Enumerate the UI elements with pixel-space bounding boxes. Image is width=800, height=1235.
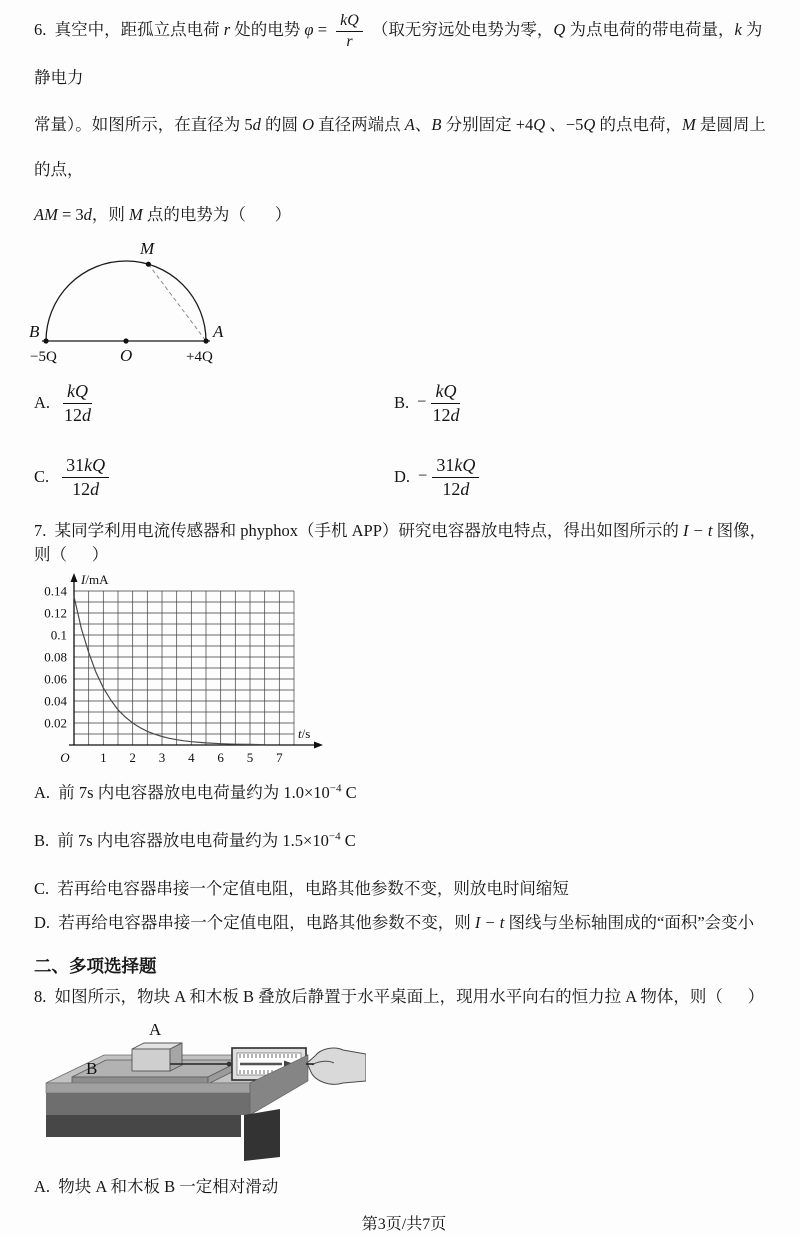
q8-option-a: A. 物块 A 和木板 B 一定相对滑动: [34, 1177, 279, 1196]
svg-text:1: 1: [100, 750, 107, 765]
svg-text:4: 4: [188, 750, 195, 765]
label-M: M: [140, 241, 155, 258]
point-M-dot: [146, 262, 151, 267]
table-front-edge: [46, 1083, 250, 1093]
q6-options: [34, 375, 774, 505]
svg-text:I/mA: I/mA: [81, 572, 109, 587]
label-A: A: [213, 322, 224, 341]
semicircle-arc: [46, 261, 206, 341]
table-leg: [244, 1109, 280, 1161]
block-A-front: [132, 1049, 170, 1071]
svg-text:0.06: 0.06: [44, 671, 67, 687]
q7-option-d: D. 若再给电容器串接一个定值电阻，电路其他参数不变，则 I − t 图线与坐标轴围成的“面积”会变小: [34, 913, 755, 932]
hand: [307, 1048, 366, 1084]
svg-text:0.14: 0.14: [44, 583, 67, 599]
svg-text:0.08: 0.08: [44, 649, 67, 665]
question-6: [34, 6, 774, 237]
svg-text:5: 5: [246, 750, 254, 765]
q7-option-c: C. 若再给电容器串接一个定值电阻，电路其他参数不变，则放电时间缩短: [34, 879, 569, 898]
question-8-text: 8. 如图所示，物块 A 和木板 B 叠放后静置于水平桌面上，现用水平向右的恒力拉 A 物体，则（ ）: [34, 987, 765, 1006]
question-7-text: 7. 某同学利用电流传感器和 phyphox（手机 APP）研究电容器放电特点，得出如图所示的 I − t 图像，则（ ）: [34, 521, 767, 564]
svg-text:0.12: 0.12: [44, 605, 67, 621]
svg-text:0.1: 0.1: [50, 627, 67, 643]
page-footer: 第3页/共7页: [361, 1216, 447, 1233]
q7-option-a: A. 前 7s 内电容器放电电荷量约为 $1.0\times 10^{-4}$ C: [34, 782, 357, 802]
q6-line-3: AM = 3d，则 M 点的电势为（ ）: [34, 205, 292, 224]
svg-text:6: 6: [217, 750, 224, 765]
label-O: O: [120, 346, 133, 365]
scale-hook: [227, 1062, 232, 1067]
table-apron: [46, 1093, 250, 1115]
point-A-dot: [203, 338, 208, 343]
svg-text:3: 3: [158, 750, 166, 765]
q6-line-1: 6. 真空中，距孤立点电荷 r 处的电势 φ = $\frac{kQ}{r}$ （取无穷远处电势为零，Q 为点电荷的带电荷量，k 为静电力: [34, 11, 763, 87]
q8-block-table-figure: [36, 1019, 366, 1161]
section-2-header: 二、多项选择题: [34, 956, 157, 976]
svg-text:0.04: 0.04: [44, 693, 67, 709]
q7-option-b: B. 前 7s 内电容器放电电荷量约为 $1.5\times 10^{-4}$ C: [34, 830, 356, 850]
q6-option-d: D. − $\frac{31kQ}{12d}$: [394, 449, 774, 505]
table-dark-band: [46, 1115, 241, 1137]
label-B: B: [29, 322, 40, 341]
point-B-dot: [43, 338, 48, 343]
label-minus-5Q: −5Q: [30, 349, 57, 365]
chord-MA-dashed: [148, 264, 206, 341]
label-plus-4Q: +4Q: [186, 349, 213, 365]
q6-option-c: C. $\frac{31kQ}{12d}$: [34, 449, 394, 505]
svg-text:0.02: 0.02: [44, 715, 67, 731]
svg-text:7: 7: [276, 750, 283, 765]
svg-text:O: O: [60, 750, 70, 765]
svg-text:2: 2: [129, 750, 136, 765]
q6-semicircle-figure: [28, 241, 278, 365]
point-O-dot: [123, 338, 128, 343]
q6-line-2: 常量）。如图所示，在直径为 5d 的圆 O 直径两端点 A、B 分别固定 +4Q 、−5Q 的点电荷，M 是圆周上的点，: [34, 115, 766, 179]
label-block-A: A: [149, 1020, 162, 1039]
svg-text:t/s: t/s: [298, 726, 311, 741]
q7-it-graph: [26, 571, 336, 767]
q7-options: [34, 781, 774, 935]
q6-option-a: A. $\frac{kQ}{12d}$: [34, 381, 92, 425]
q6-option-b: B. − $\frac{kQ}{12d}$: [394, 381, 460, 425]
label-plank-B: B: [86, 1059, 98, 1078]
